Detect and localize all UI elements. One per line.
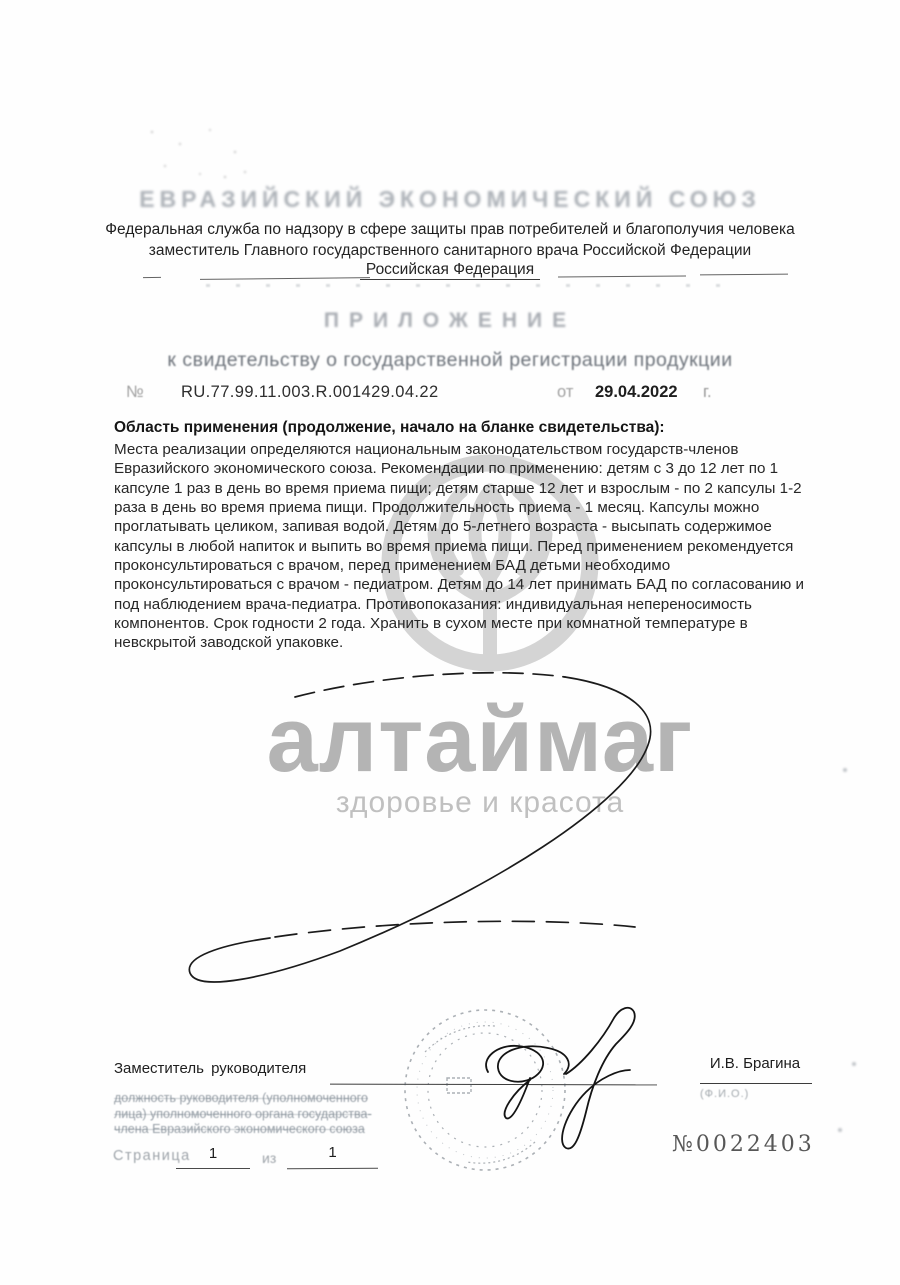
- body-line: раза в день во время приема пищи. Продолжительность приема - 1 месяц. Капсулы можно: [114, 499, 760, 516]
- number-sign-label: №: [126, 383, 144, 401]
- appendix-subtitle: к свидетельству о государственной регистрации продукции: [167, 349, 733, 371]
- body-line: невскрытой заводской упаковке.: [114, 634, 344, 651]
- country-line: [90, 261, 810, 279]
- faded-union-title: ЕВРАЗИЙСКИЙ ЭКОНОМИЧЕСКИЙ СОЮЗ: [139, 186, 761, 212]
- registration-date: 29.04.2022: [595, 383, 678, 401]
- country-label: Российская Федерация: [360, 261, 540, 280]
- signature-flourish: [160, 655, 720, 1000]
- scan-speckle: [838, 1128, 842, 1132]
- scope-heading: Область применения (продолжение, начало на бланке свидетельства):: [114, 419, 665, 436]
- body-line: компонентов. Срок годности 2 года. Хранить в сухом месте при комнатной температуре в: [114, 615, 748, 632]
- page-current: 1: [208, 1145, 218, 1162]
- body-line: проконсультироваться с врачом - педиатром. Детям до 14 лет принимать БАД по согласованию и: [114, 576, 804, 593]
- position-caption-line: члена Евразийского экономического союза: [114, 1122, 365, 1136]
- body-line: капсулы в любой напиток и выпить во время приема пищи. Перед применением рекомендуется: [114, 538, 794, 555]
- brand-tagline-watermark: здоровье и красота: [335, 786, 625, 819]
- body-line: проконсультироваться с врачом, перед применением БАД детьми необходимо: [114, 557, 671, 574]
- page-of-label: из: [262, 1150, 277, 1166]
- from-label: от: [557, 383, 574, 401]
- page-total: 1: [328, 1144, 337, 1161]
- name-caption: (Ф.И.О.): [700, 1088, 750, 1100]
- scan-speckle: [843, 768, 847, 772]
- brand-watermark-text: алтаймаг: [266, 689, 694, 791]
- body-line: под наблюдением врача-педиатра. Противопоказания: индивидуальная непереносимость: [114, 596, 752, 613]
- page-total-line: [287, 1168, 378, 1169]
- deputy-chief-line: заместитель Главного государственного санитарного врача Российской Федерации: [148, 242, 752, 259]
- body-line: Места реализации определяются национальным законодательством государств-членов: [114, 441, 739, 458]
- page-current-line: [176, 1168, 250, 1169]
- body-line: капсуле 1 раз в день во время приема пищи; детям старше 12 лет и взрослым - по 2 капсулы 1-2: [114, 480, 802, 497]
- scan-speckle: [852, 1062, 856, 1066]
- position-caption-line: лица) уполномоченного органа государства-: [114, 1106, 372, 1121]
- position-caption-line: должность руководителя (уполномоченного: [114, 1091, 368, 1105]
- appendix-title: ПРИЛОЖЕНИЕ: [323, 309, 577, 332]
- body-line: Евразийского экономического союза. Рекомендации по применению: детям с 3 до 12 лет по 1: [114, 460, 779, 477]
- header-smudge: [180, 284, 720, 287]
- signer-position-label: Заместитель руководителя: [114, 1060, 307, 1077]
- year-abbrev-label: г.: [703, 383, 712, 401]
- faded-stamp-noise: [140, 122, 270, 184]
- form-serial-number: №0022403: [672, 1132, 815, 1157]
- agency-name-line: Федеральная служба по надзору в сфере защиты прав потребителей и благополучия человека: [105, 221, 795, 238]
- body-line: проглатывать целиком, запивая водой. Детям до 5-летнего возраста - высыпать содержимое: [114, 518, 772, 535]
- registration-number: RU.77.99.11.003.R.001429.04.22: [181, 383, 439, 401]
- name-line: [700, 1083, 812, 1084]
- signer-name: И.В. Брагина: [709, 1055, 801, 1072]
- ink-signature: [470, 1000, 680, 1170]
- page-label: Страница: [113, 1148, 191, 1164]
